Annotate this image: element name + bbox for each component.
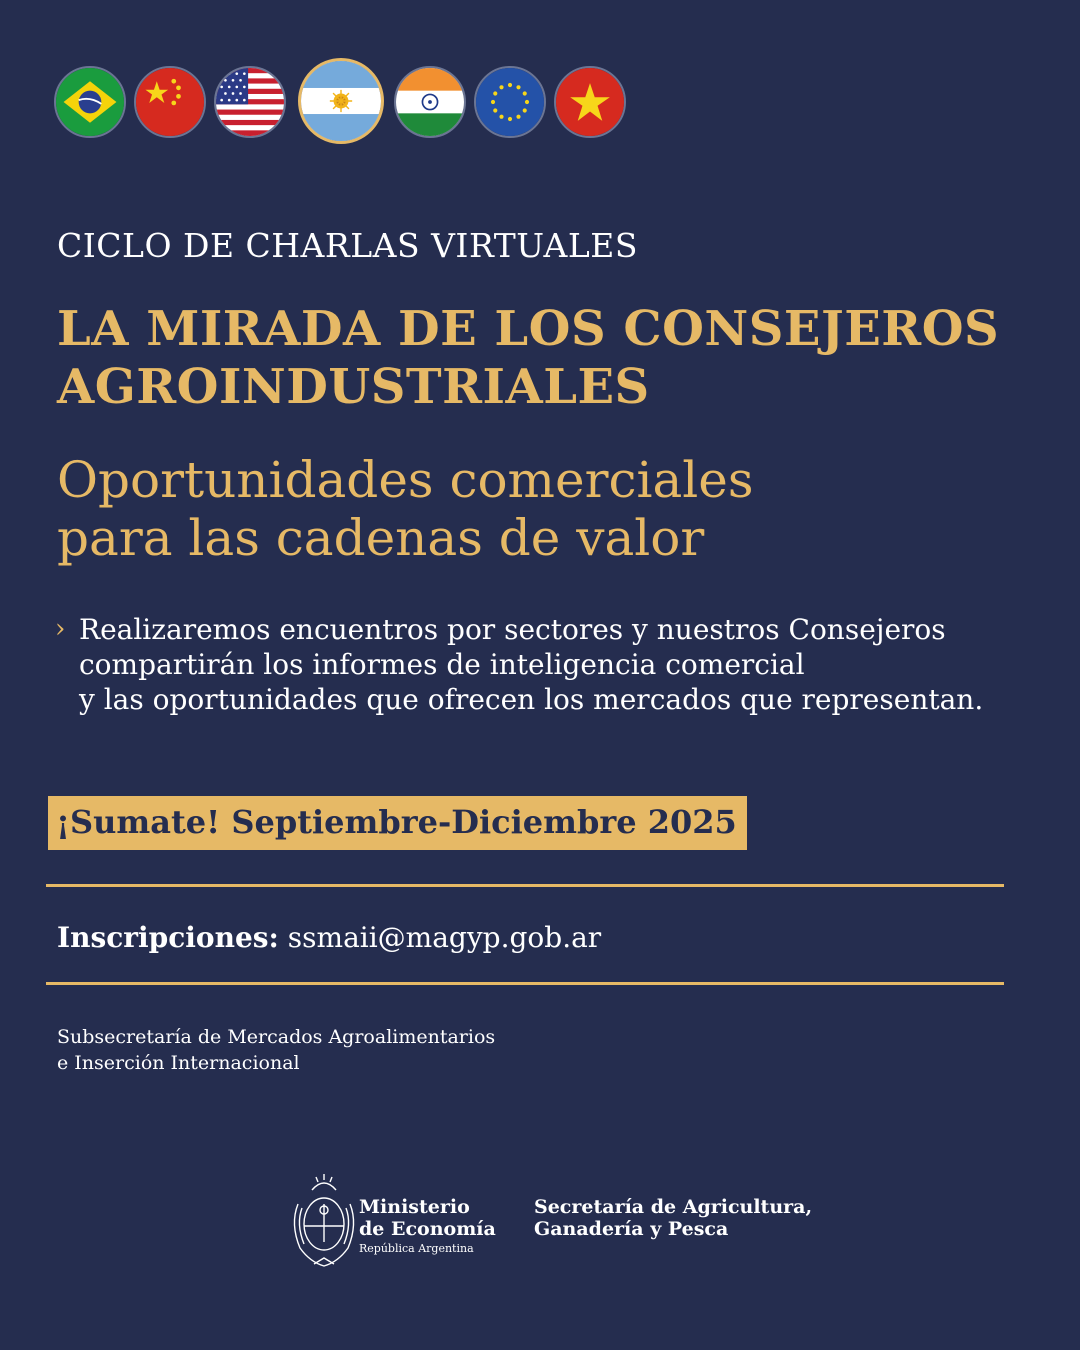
- chevron-right-icon: ›: [55, 614, 66, 644]
- registration-line: [57, 918, 601, 958]
- event-title: [57, 300, 999, 416]
- india-flag-icon: [394, 66, 466, 138]
- divider-top: [46, 884, 1004, 887]
- secretaria-name: [534, 1196, 812, 1240]
- description-line: y las oportunidades que ofrecen los mercados que representan.: [79, 683, 984, 716]
- secretaria-line: Secretaría de Agricultura,: [534, 1196, 813, 1218]
- event-subtitle-line: para las cadenas de valor: [57, 509, 705, 567]
- department-name: [57, 1024, 495, 1076]
- ministry-country: República Argentina: [359, 1242, 474, 1255]
- series-kicker: CICLO DE CHARLAS VIRTUALES: [57, 226, 638, 265]
- ministry-line: Ministerio: [359, 1196, 470, 1218]
- event-description: [57, 612, 1017, 717]
- date-banner: ¡Sumate! Septiembre-Diciembre 2025: [48, 796, 747, 850]
- description-line: Realizaremos encuentros por sectores y nuestros Consejeros: [79, 613, 946, 646]
- vietnam-flag-icon: [554, 66, 626, 138]
- event-subtitle-line: Oportunidades comerciales: [57, 451, 754, 509]
- divider-bottom: [46, 982, 1004, 985]
- ministry-line: de Economía: [359, 1218, 496, 1240]
- department-line: Subsecretaría de Mercados Agroalimentarios: [57, 1026, 496, 1048]
- usa-flag-icon: [214, 66, 286, 138]
- event-subtitle: [57, 451, 754, 567]
- department-line: e Inserción Internacional: [57, 1052, 300, 1074]
- description-line: compartirán los informes de inteligencia comercial: [79, 648, 805, 681]
- china-flag-icon: [134, 66, 206, 138]
- secretaria-line: Ganadería y Pesca: [534, 1218, 729, 1240]
- registration-email-link[interactable]: ssmaii@magyp.gob.ar: [287, 921, 602, 954]
- brazil-flag-icon: [54, 66, 126, 138]
- argentina-flag-icon: [298, 58, 384, 144]
- event-title-line: LA MIRADA DE LOS CONSEJEROS: [57, 301, 1000, 357]
- national-coat-of-arms-icon: [284, 1168, 364, 1272]
- ministry-name: [359, 1196, 496, 1256]
- event-title-line: AGROINDUSTRIALES: [57, 359, 650, 415]
- eu-flag-icon: [474, 66, 546, 138]
- registration-label: Inscripciones:: [57, 921, 279, 954]
